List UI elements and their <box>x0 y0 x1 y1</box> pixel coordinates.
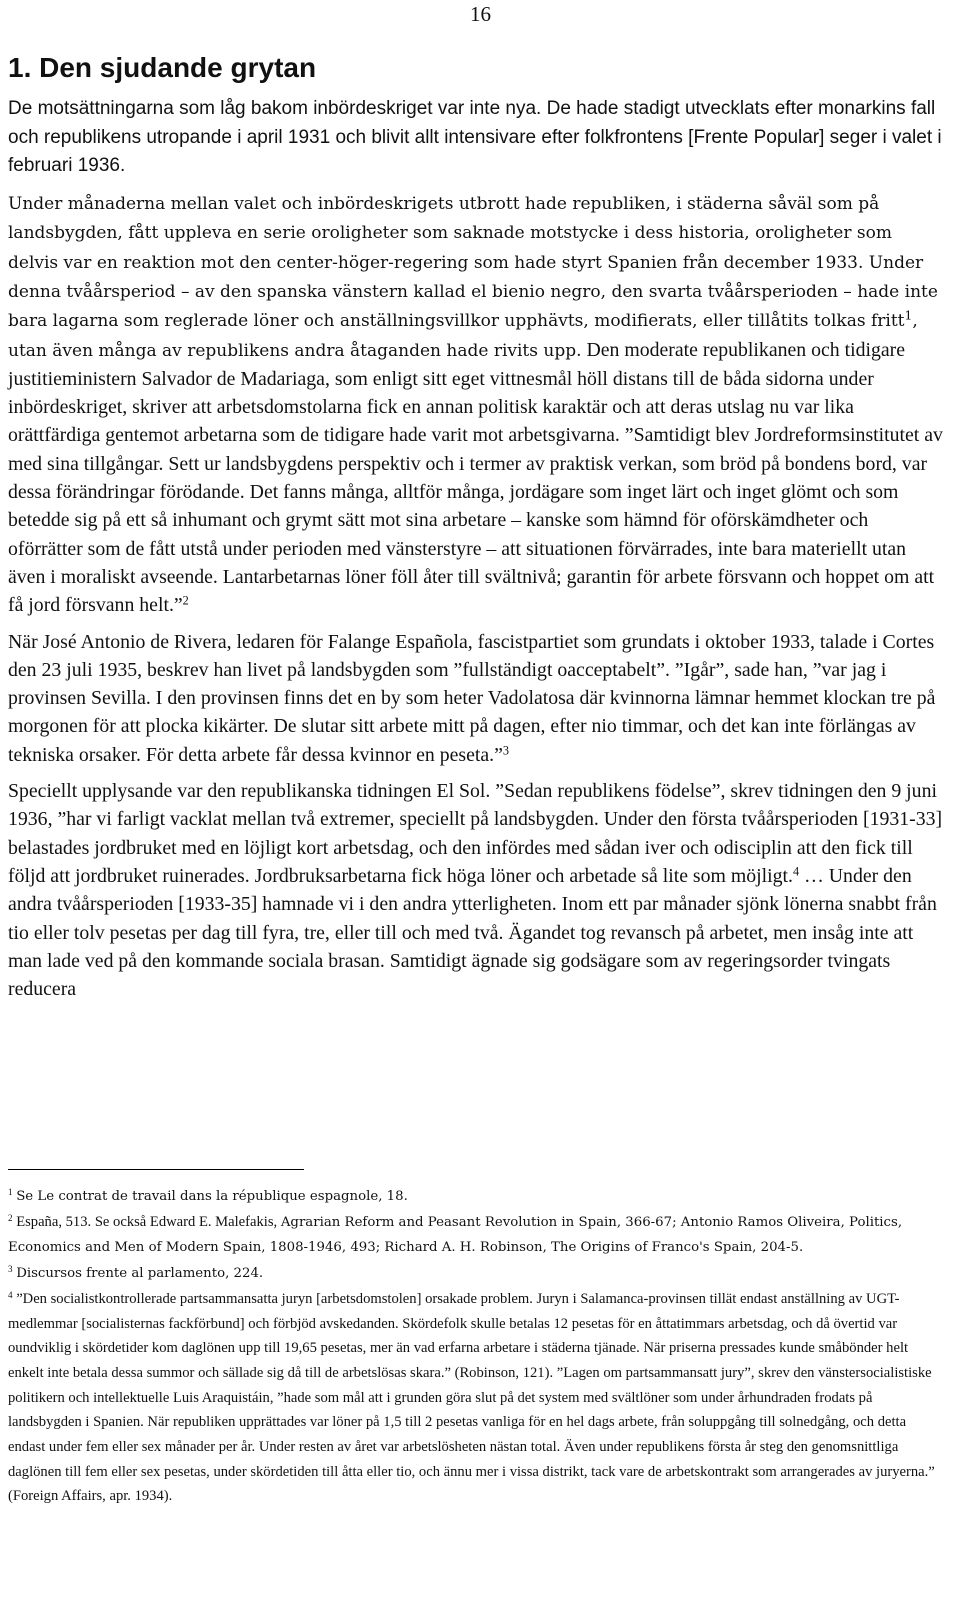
paragraph-text: Under månaderna mellan valet och inbördeskrigets utbrott hade republiken, i städerna såväl som på landsbygden, fått uppleva en serie oroligheter som saknade motstycke i dess historia, oroligheter som delvis var en reaktion mot den center-höger-regering som hade styrt Spanien från december 1933. <box>8 194 892 273</box>
footnote-3 <box>8 1261 942 1287</box>
paragraph-text: Under denna tvåårsperiod – av den spanska vänstern kallad el bienio negro, den svarta tvåårsperioden – hade inte bara lagarna som reglerade löner och anställningsvillkor upphävts, modifierats, eller tillåtits tolkas fritt <box>8 252 938 332</box>
paragraph-text: , utan även många av republikens andra åtaganden hade rivits upp. <box>8 311 918 361</box>
paragraph-2 <box>8 189 944 619</box>
footnote-number: 3 <box>8 1264 13 1275</box>
paragraph-text: De motsättningarna som låg bakom inbördeskriget var inte nya. De hade stadigt utvecklats efter monarkins fall och republikens utropande i april 1931 och blivit allt intensivare efter folkfrontens [Frente Popular] seger i valet i februari 1936. <box>8 98 942 177</box>
footnote-1 <box>8 1184 942 1210</box>
body-text <box>8 95 944 1011</box>
paragraph-text: Speciellt upplysande var den republikanska tidningen El Sol. ”Sedan republikens födelse”, skrev tidningen den 9 juni 1936, ”har vi farligt vacklat mellan två extremer, speciellt på landsbygden. Under den första tvåårsperioden [1931-33] belastades jordbruket med en löjligt kort arbetsdag, och den infördes med sådan iver och odisciplin att den fick till följd att jordbruket ruinerades. Jordbruksarbetarna fick höga löner och arbetade så lite som möjligt. <box>8 780 943 887</box>
footnote-divider <box>8 1169 304 1170</box>
paragraph-text: … Under den andra tvåårsperioden [1933-35] hamnade vi i den andra ytterligheten. Inom ett par månader sjönk lönerna snabbt från tio eller tolv pesetas per dag till fyra, tre, eller till och med två. Ägandet tog revansch på arbetet, men insåg inte att man lade ved på den kommande sociala brasan. Samtidigt ägnade sig godsägare som av regeringsorder tvingats reducera <box>8 864 937 1001</box>
page-number: 16 <box>470 2 491 26</box>
paragraph-3 <box>8 628 944 769</box>
footnote-text: Agrarian Reform and Peasant Revolution in Spain, 366-67; Antonio Ramos Oliveira, Politics, Economics and Men of Modern Spain, 1808-1946, 493; Richard A. H. Robinson, The Origins of Franco's Spain, 204-5. <box>8 1214 903 1256</box>
footnote-text: España, 513. Se också Edward E. Malefakis, <box>16 1213 281 1230</box>
footnote-text: ”Den socialistkontrollerade partsammansatta juryn [arbetsdomstolen] orsakade problem. Juryn i Salamanca-provinsen tillät endast anställning av UGT-medlemmar [socialisternas fackförbund] och förbjöd avskedanden. Skördefolk skulle betalas 12 pesetas för en åttatimmars arbetsdag, och då övertid var oundviklig i skördetider kom daglönen upp till 19,65 pesetas, mer än vad erfarna arbetare i städerna tjänade. När priserna pressades kunde småbönder helt enkelt inte betala dessa summor och sällade sig då till de arbetslösas skara.” (Robinson, 121). ”Lagen om partsammansatt jury”, skrev den vänstersocialistiske politikern och intellektuelle Luis Araquistáin, ”hade som mål att i grunden göra slut på det system med svältlöner som under århundraden frodats på landsbygden i Spanien. När republiken upprättades var löner på 1,5 till 2 pesetas vanliga för en hel dags arbete, från soluppgång till solnedgång, och detta endast under fem eller sex månader per år. Under resten av året var arbetslösheten nästan total. Även under republikens första år steg den genomsnittliga daglönen till fem eller sex pesetas, under skördetiden till åtta eller tio, och ännu mer i vissa distrikt, tack vare de arbetskontrakt som arrangerades av juryerna.” (Foreign Affairs, apr. 1934). <box>8 1290 935 1505</box>
footnote-number: 2 <box>8 1212 13 1223</box>
chapter-heading: 1. Den sjudande grytan <box>8 52 317 83</box>
footnote-number: 1 <box>8 1187 13 1198</box>
footnote-ref-2[interactable]: 2 <box>182 593 189 608</box>
footnote-number: 4 <box>8 1289 13 1300</box>
paragraph-text: När José Antonio de Rivera, ledaren för Falange Española, fascistpartiet som grundats i oktober 1933, talade i Cortes den 23 juli 1935, beskrev han livet på landsbygden som ”fullständigt oacceptabelt”. ”Igår”, sade han, ”var jag i provinsen Sevilla. I den provinsen finns det en by som heter Vadolatosa där kvinnorna lämnar hemmet klockan tre på morgonen för att plocka kikärter. De slutar sitt arbete mitt på dagen, efter nio timmar, och det kan inte förlängas av tekniska orsaker. För detta arbete får dessa kvinnor en peseta.” <box>8 630 936 766</box>
paragraph-4 <box>8 777 944 1003</box>
paragraph-text: Den moderate republikanen och tidigare justitieministern Salvador de Madariaga, som enligt sitt eget vittnesmål höll distans till de båda sidorna under inbördeskriget, skriver att arbetsdomstolarna fick en annan politisk karaktär och att deras utslag nu var lika orättfärdiga gentemot arbetarna som de tidigare hade varit mot arbetsgivarna. ”Samtidigt blev Jordreformsinstitutet av med sina tillgångar. Sett ur landsbygdens perspektiv och i termer av praktisk verkan, som bröd på bondens bord, var dessa förändringar förödande. Det fanns många, alltför många, jordägare som inget lärt och inget glömt och som betedde sig på ett så inhumant och grymt sätt mot sina arbetare – kanske som hämnd för oförskämdheter och oförrätter som de fått utstå under perioden med vänsterstyre – att situationen förvärrades, inte bara materiellt utan även i moraliskt avseende. Lantarbetarnas löner föll åter till svältnivå; garantin för arbete försvann och hoppet om att få jord försvann helt.” <box>8 338 943 617</box>
footnote-text: Discursos frente al parlamento, 224. <box>16 1266 264 1282</box>
footnote-4 <box>8 1287 942 1509</box>
paragraph-1 <box>8 95 944 181</box>
footnote-ref-3[interactable]: 3 <box>502 743 510 757</box>
footnote-2 <box>8 1210 942 1261</box>
footnotes <box>8 1184 942 1509</box>
footnote-text: Se Le contrat de travail dans la république espagnole, 18. <box>16 1189 408 1204</box>
footnote-ref-4[interactable]: 4 <box>792 864 800 879</box>
footnote-ref-1[interactable]: 1 <box>904 308 913 323</box>
